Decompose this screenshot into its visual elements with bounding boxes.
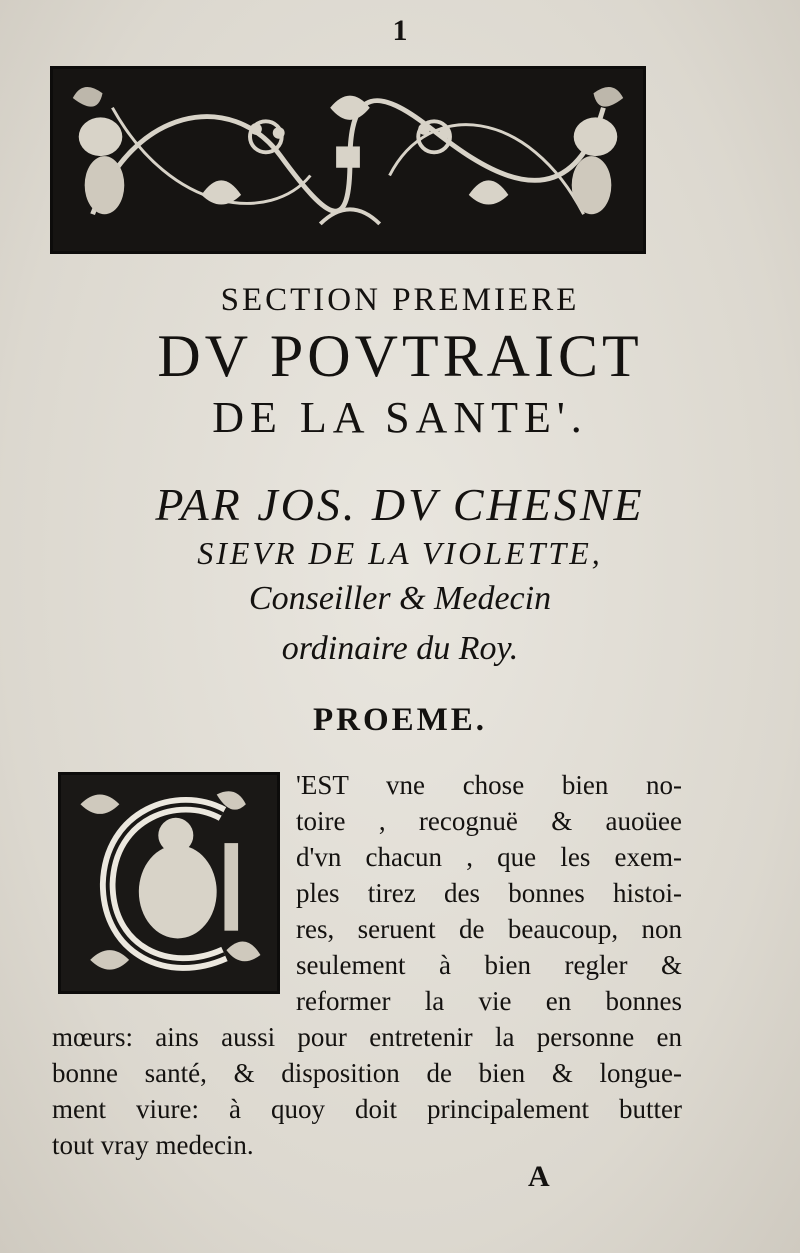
body-line-9: bonne santé, & disposition de bien & longue- bbox=[52, 1058, 682, 1088]
headpiece-ornament bbox=[50, 66, 646, 254]
author-role-2: ordinaire du Roy. bbox=[281, 630, 519, 667]
body-line-3: d'vn chacun , que les exem- bbox=[296, 842, 682, 872]
body-line-8: mœurs: ains aussi pour entretenir la personne en bbox=[52, 1022, 682, 1052]
section-subtitle: DV POVTRAICT bbox=[157, 323, 643, 389]
section-title: SECTION PREMIERE bbox=[220, 282, 580, 318]
body-line-4: ples tirez des bonnes histoi- bbox=[296, 878, 682, 908]
section-subtitle-2: DE LA SANTE'. bbox=[212, 393, 588, 442]
author-title: SIEVR DE LA VIOLETTE, bbox=[197, 535, 603, 571]
body-line-6: seulement à bien regler & bbox=[296, 950, 682, 980]
signature-mark: A bbox=[528, 1160, 550, 1193]
body-line-10: ment viure: à quoy doit principalement butter bbox=[52, 1094, 682, 1124]
body-line-7: reformer la vie en bonnes bbox=[296, 986, 682, 1016]
author-name: PAR JOS. DV CHESNE bbox=[155, 479, 645, 530]
page-number: 1 bbox=[392, 14, 408, 47]
body-line-2: toire , recognuë & auoüee bbox=[296, 806, 682, 836]
body-line-11: tout vray medecin. bbox=[52, 1130, 254, 1160]
author-role: Conseiller & Medecin bbox=[248, 580, 552, 617]
proeme-heading: PROEME. bbox=[312, 702, 488, 738]
body-line-5: res, seruent de beaucoup, non bbox=[296, 914, 682, 944]
body-line-1: 'EST vne chose bien no- bbox=[296, 770, 682, 800]
decorated-initial-c bbox=[58, 772, 280, 994]
